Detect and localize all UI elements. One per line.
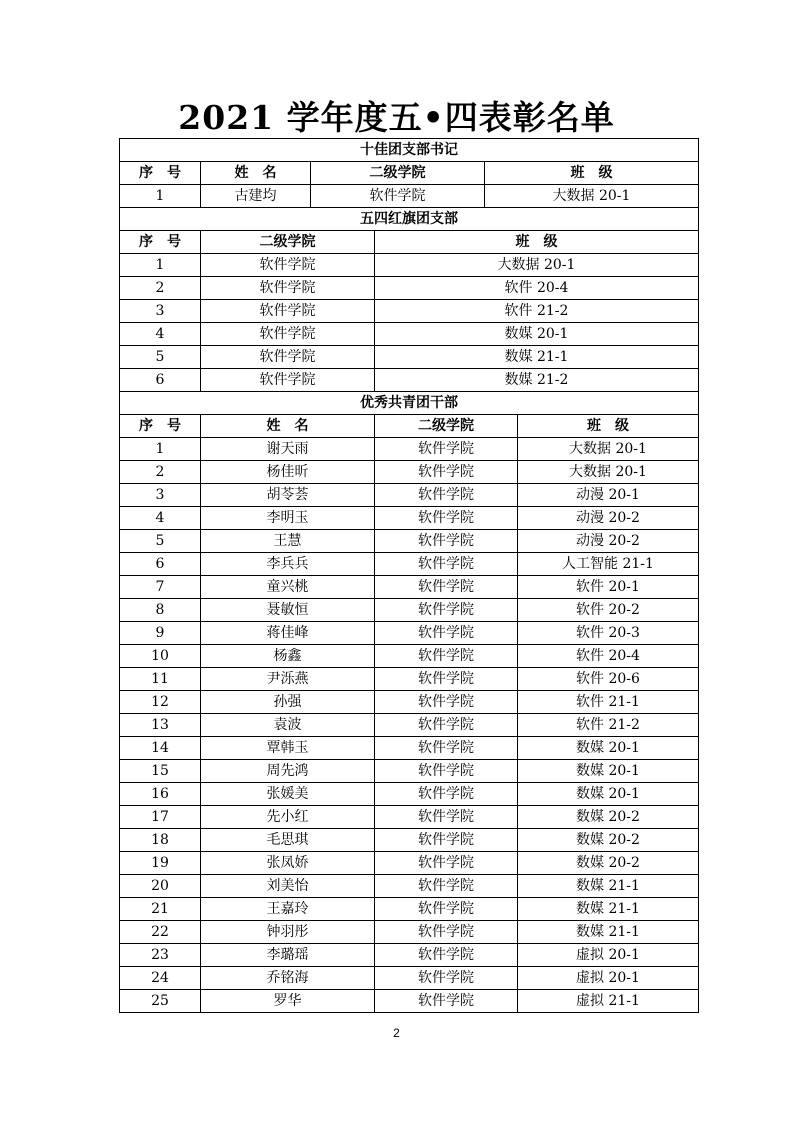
name-cell: 袁波 xyxy=(201,714,375,737)
table-row xyxy=(120,990,699,1013)
seq-cell: 21 xyxy=(120,898,201,921)
college-cell: 软件学院 xyxy=(375,484,518,507)
seq-cell: 1 xyxy=(120,185,201,208)
class-cell: 虚拟 20-1 xyxy=(518,944,699,967)
college-cell: 软件学院 xyxy=(375,783,518,806)
name-cell: 李璐瑶 xyxy=(201,944,375,967)
class-cell: 大数据 20-1 xyxy=(375,254,699,277)
seq-cell: 17 xyxy=(120,806,201,829)
class-cell-header: 班 级 xyxy=(485,162,699,185)
seq-cell: 10 xyxy=(120,645,201,668)
class-cell: 数媒 20-1 xyxy=(518,737,699,760)
table-row xyxy=(120,737,699,760)
name-cell: 刘美怡 xyxy=(201,875,375,898)
class-cell: 软件 21-2 xyxy=(375,300,699,323)
class-cell: 软件 20-4 xyxy=(518,645,699,668)
name-cell: 张凤娇 xyxy=(201,852,375,875)
class-cell: 软件 20-2 xyxy=(518,599,699,622)
seq-cell: 13 xyxy=(120,714,201,737)
class-cell: 大数据 20-1 xyxy=(518,461,699,484)
college-cell: 软件学院 xyxy=(201,300,375,323)
name-cell: 古建均 xyxy=(201,185,311,208)
class-cell: 人工智能 21-1 xyxy=(518,553,699,576)
seq-cell: 22 xyxy=(120,921,201,944)
class-cell: 软件 20-4 xyxy=(375,277,699,300)
college-cell: 软件学院 xyxy=(375,829,518,852)
class-cell-header: 班 级 xyxy=(375,231,699,254)
table-row xyxy=(120,507,699,530)
seq-cell: 25 xyxy=(120,990,201,1013)
table-row xyxy=(120,484,699,507)
college-cell: 软件学院 xyxy=(201,323,375,346)
college-cell: 软件学院 xyxy=(375,622,518,645)
college-cell: 软件学院 xyxy=(375,806,518,829)
college-cell: 软件学院 xyxy=(375,737,518,760)
table-row xyxy=(120,530,699,553)
seq-cell: 20 xyxy=(120,875,201,898)
college-cell-header: 二级学院 xyxy=(201,231,375,254)
name-cell: 张媛美 xyxy=(201,783,375,806)
name-cell: 罗华 xyxy=(201,990,375,1013)
table-row xyxy=(120,668,699,691)
seq-cell: 6 xyxy=(120,369,201,392)
name-cell: 钟羽彤 xyxy=(201,921,375,944)
college-cell: 软件学院 xyxy=(375,530,518,553)
seq-cell: 5 xyxy=(120,346,201,369)
class-cell: 数媒 21-1 xyxy=(375,346,699,369)
table-row xyxy=(120,622,699,645)
class-cell: 软件 20-3 xyxy=(518,622,699,645)
seq-cell: 1 xyxy=(120,438,201,461)
page-title: 2021 学年度五•四表彰名单 xyxy=(178,98,615,137)
college-cell: 软件学院 xyxy=(375,576,518,599)
table-row xyxy=(120,369,699,392)
seq-cell: 11 xyxy=(120,668,201,691)
page-number: 2 xyxy=(393,1026,400,1040)
college-cell: 软件学院 xyxy=(311,185,485,208)
seq-cell: 6 xyxy=(120,553,201,576)
class-cell: 软件 20-6 xyxy=(518,668,699,691)
class-cell: 虚拟 20-1 xyxy=(518,967,699,990)
college-cell: 软件学院 xyxy=(201,369,375,392)
college-cell: 软件学院 xyxy=(375,438,518,461)
college-cell: 软件学院 xyxy=(375,668,518,691)
table-row xyxy=(120,277,699,300)
college-cell: 软件学院 xyxy=(375,645,518,668)
seq-cell: 9 xyxy=(120,622,201,645)
class-cell: 软件 20-1 xyxy=(518,576,699,599)
seq-cell: 3 xyxy=(120,484,201,507)
name-cell: 孙强 xyxy=(201,691,375,714)
college-cell: 软件学院 xyxy=(375,714,518,737)
seq-cell: 1 xyxy=(120,254,201,277)
college-cell: 软件学院 xyxy=(375,760,518,783)
table-row xyxy=(120,783,699,806)
name-cell: 蒋佳峰 xyxy=(201,622,375,645)
seq-cell: 19 xyxy=(120,852,201,875)
class-cell: 数媒 20-1 xyxy=(375,323,699,346)
table-row xyxy=(120,760,699,783)
section-title-row xyxy=(120,139,699,162)
table-row xyxy=(120,645,699,668)
class-cell: 动漫 20-2 xyxy=(518,530,699,553)
class-cell: 数媒 20-2 xyxy=(518,852,699,875)
class-cell: 数媒 20-1 xyxy=(518,760,699,783)
award-table xyxy=(119,138,699,1013)
class-cell: 数媒 21-1 xyxy=(518,898,699,921)
seq-cell: 14 xyxy=(120,737,201,760)
table-row xyxy=(120,185,699,208)
seq-cell: 23 xyxy=(120,944,201,967)
seq-cell: 24 xyxy=(120,967,201,990)
college-cell: 软件学院 xyxy=(375,507,518,530)
table-row xyxy=(120,323,699,346)
name-cell: 王嘉玲 xyxy=(201,898,375,921)
name-cell: 李明玉 xyxy=(201,507,375,530)
table-row xyxy=(120,438,699,461)
table-row xyxy=(120,461,699,484)
table-row xyxy=(120,967,699,990)
college-cell-header: 二级学院 xyxy=(375,415,518,438)
seq-cell: 15 xyxy=(120,760,201,783)
seq-cell: 4 xyxy=(120,323,201,346)
seq-cell: 18 xyxy=(120,829,201,852)
college-cell: 软件学院 xyxy=(375,461,518,484)
name-cell: 尹泺燕 xyxy=(201,668,375,691)
class-cell: 数媒 20-2 xyxy=(518,806,699,829)
name-cell: 乔铭海 xyxy=(201,967,375,990)
seq-cell: 2 xyxy=(120,277,201,300)
college-cell: 软件学院 xyxy=(375,852,518,875)
table-row xyxy=(120,806,699,829)
college-cell: 软件学院 xyxy=(375,967,518,990)
class-cell: 数媒 20-2 xyxy=(518,829,699,852)
seq-cell-header: 序 号 xyxy=(120,231,201,254)
section-title-row xyxy=(120,208,699,231)
class-cell: 数媒 20-1 xyxy=(518,783,699,806)
name-cell: 杨佳昕 xyxy=(201,461,375,484)
table-row xyxy=(120,599,699,622)
class-cell: 动漫 20-2 xyxy=(518,507,699,530)
seq-cell: 12 xyxy=(120,691,201,714)
table-header-row xyxy=(120,162,699,185)
table-row xyxy=(120,553,699,576)
name-cell: 覃韩玉 xyxy=(201,737,375,760)
college-cell-header: 二级学院 xyxy=(311,162,485,185)
class-cell: 数媒 21-1 xyxy=(518,875,699,898)
section-title-row xyxy=(120,392,699,415)
college-cell: 软件学院 xyxy=(375,599,518,622)
name-cell-header: 姓 名 xyxy=(201,162,311,185)
section-title: 五四红旗团支部 xyxy=(120,208,699,231)
table-row xyxy=(120,944,699,967)
seq-cell: 16 xyxy=(120,783,201,806)
seq-cell: 3 xyxy=(120,300,201,323)
section-title: 优秀共青团干部 xyxy=(120,392,699,415)
class-cell: 虚拟 21-1 xyxy=(518,990,699,1013)
table-row xyxy=(120,714,699,737)
name-cell: 李兵兵 xyxy=(201,553,375,576)
class-cell: 大数据 20-1 xyxy=(485,185,699,208)
class-cell: 大数据 20-1 xyxy=(518,438,699,461)
name-cell-header: 姓 名 xyxy=(201,415,375,438)
class-cell: 数媒 21-2 xyxy=(375,369,699,392)
class-cell: 数媒 21-1 xyxy=(518,921,699,944)
table-row xyxy=(120,852,699,875)
table-row xyxy=(120,576,699,599)
class-cell-header: 班 级 xyxy=(518,415,699,438)
seq-cell-header: 序 号 xyxy=(120,162,201,185)
name-cell: 谢天雨 xyxy=(201,438,375,461)
seq-cell: 8 xyxy=(120,599,201,622)
table-row xyxy=(120,300,699,323)
college-cell: 软件学院 xyxy=(375,691,518,714)
name-cell: 周先鸿 xyxy=(201,760,375,783)
college-cell: 软件学院 xyxy=(375,990,518,1013)
table-row xyxy=(120,829,699,852)
seq-cell-header: 序 号 xyxy=(120,415,201,438)
college-cell: 软件学院 xyxy=(375,921,518,944)
table-row xyxy=(120,346,699,369)
seq-cell: 2 xyxy=(120,461,201,484)
class-cell: 软件 21-1 xyxy=(518,691,699,714)
table-header-row xyxy=(120,231,699,254)
table-row xyxy=(120,921,699,944)
name-cell: 聂敏恒 xyxy=(201,599,375,622)
name-cell: 童兴桃 xyxy=(201,576,375,599)
table-header-row xyxy=(120,415,699,438)
seq-cell: 4 xyxy=(120,507,201,530)
class-cell: 软件 21-2 xyxy=(518,714,699,737)
college-cell: 软件学院 xyxy=(201,277,375,300)
college-cell: 软件学院 xyxy=(201,254,375,277)
college-cell: 软件学院 xyxy=(375,944,518,967)
name-cell: 杨鑫 xyxy=(201,645,375,668)
college-cell: 软件学院 xyxy=(201,346,375,369)
class-cell: 动漫 20-1 xyxy=(518,484,699,507)
college-cell: 软件学院 xyxy=(375,553,518,576)
table-row xyxy=(120,254,699,277)
section-title: 十佳团支部书记 xyxy=(120,139,699,162)
name-cell: 先小红 xyxy=(201,806,375,829)
seq-cell: 7 xyxy=(120,576,201,599)
table-row xyxy=(120,875,699,898)
college-cell: 软件学院 xyxy=(375,898,518,921)
name-cell: 王慧 xyxy=(201,530,375,553)
table-row xyxy=(120,691,699,714)
table-row xyxy=(120,898,699,921)
name-cell: 毛思琪 xyxy=(201,829,375,852)
seq-cell: 5 xyxy=(120,530,201,553)
name-cell: 胡苓荟 xyxy=(201,484,375,507)
college-cell: 软件学院 xyxy=(375,875,518,898)
